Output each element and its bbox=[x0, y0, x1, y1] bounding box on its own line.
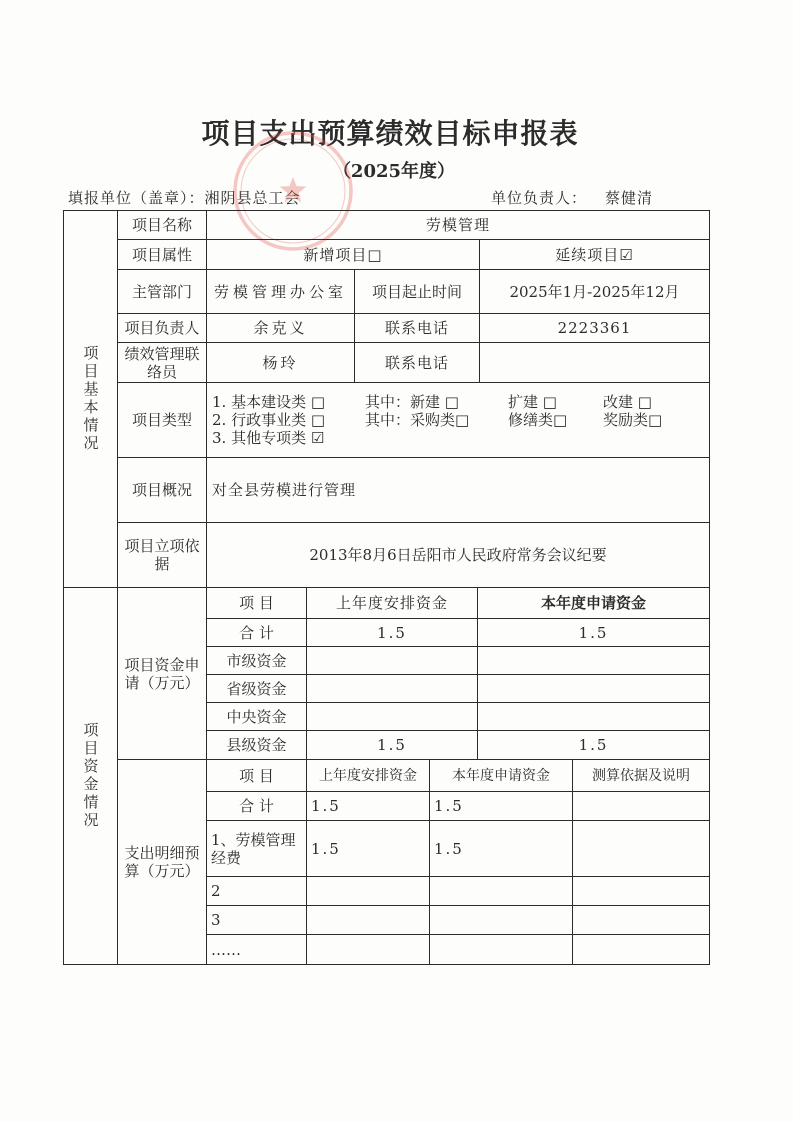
expenditure-header-item: 项 目 bbox=[207, 760, 307, 792]
expenditure-more-last-year bbox=[307, 935, 430, 965]
application-province-label: 省级资金 bbox=[207, 675, 307, 703]
liaison-label: 绩效管理联络员 bbox=[118, 343, 207, 383]
project-name-value: 劳模管理 bbox=[207, 211, 710, 240]
project-type-grid bbox=[212, 393, 703, 447]
application-total-last-year: 1.5 bbox=[307, 619, 478, 647]
application-central-label: 中央资金 bbox=[207, 703, 307, 731]
expenditure-header-basis: 测算依据及说明 bbox=[573, 760, 710, 792]
expenditure-label: 支出明细预算（万元） bbox=[118, 760, 207, 965]
expenditure-item-2-last-year bbox=[307, 877, 430, 906]
expenditure-item-2-this-year bbox=[430, 877, 573, 906]
project-leader-value: 余克义 bbox=[207, 314, 355, 343]
type-procurement: 其中：采购类□ bbox=[365, 411, 470, 429]
overview-label: 项目概况 bbox=[118, 458, 207, 523]
basic-info-grid bbox=[118, 211, 710, 588]
expenditure-total-last-year: 1.5 bbox=[307, 792, 430, 821]
section-funding-label: 项目资金情况 bbox=[81, 722, 100, 830]
application-central-this-year bbox=[478, 703, 710, 731]
department-label: 主管部门 bbox=[118, 270, 207, 314]
type-reward: 奖励类□ bbox=[603, 411, 663, 429]
type-administrative: 2. 行政事业类 □ bbox=[212, 411, 326, 429]
expenditure-header-this-year: 本年度申请资金 bbox=[430, 760, 573, 792]
expenditure-more-basis bbox=[573, 935, 710, 965]
type-repair: 修缮类□ bbox=[508, 411, 568, 429]
leader-phone-label: 联系电话 bbox=[355, 314, 480, 343]
filing-unit-label: 填报单位（盖章）： bbox=[68, 189, 205, 207]
leader-phone-value: 2223361 bbox=[480, 314, 710, 343]
expenditure-item-2-label: 2 bbox=[207, 877, 307, 906]
period-label: 项目起止时间 bbox=[355, 270, 480, 314]
liaison-phone-label: 联系电话 bbox=[355, 343, 480, 383]
application-city-this-year bbox=[478, 647, 710, 675]
expenditure-item-3-this-year bbox=[430, 906, 573, 935]
application-county-label: 县级资金 bbox=[207, 731, 307, 760]
project-attribute-label: 项目属性 bbox=[118, 240, 207, 270]
application-city-last-year bbox=[307, 647, 478, 675]
section-basic-info bbox=[64, 211, 118, 588]
type-capital-construction: 1. 基本建设类 □ bbox=[212, 393, 326, 411]
liaison-value: 杨玲 bbox=[207, 343, 355, 383]
attribute-new-checkbox: 新增项目□ bbox=[207, 240, 480, 270]
period-value: 2025年1月-2025年12月 bbox=[480, 270, 710, 314]
expenditure-item-1-this-year: 1.5 bbox=[430, 821, 573, 877]
expenditure-item-3-basis bbox=[573, 906, 710, 935]
type-other-special: 3. 其他专项类 ☑ bbox=[212, 429, 325, 447]
expenditure-item-3-last-year bbox=[307, 906, 430, 935]
seal-star-icon bbox=[280, 177, 307, 202]
project-type-label: 项目类型 bbox=[118, 383, 207, 458]
expenditure-item-3-label: 3 bbox=[207, 906, 307, 935]
type-new-build: 其中：新建 □ bbox=[365, 393, 459, 411]
funding-application-label: 项目资金申请（万元） bbox=[118, 588, 207, 760]
section-basic-info-label: 项目基本情况 bbox=[81, 345, 100, 453]
basis-label: 项目立项依据 bbox=[118, 523, 207, 588]
form-table bbox=[63, 210, 710, 965]
form-title: 项目支出预算绩效目标申报表 bbox=[201, 117, 579, 150]
expenditure-more-this-year bbox=[430, 935, 573, 965]
application-header-this-year: 本年度申请资金 bbox=[478, 588, 710, 619]
unit-leader-label: 单位负责人： bbox=[491, 189, 588, 207]
liaison-phone-value bbox=[480, 343, 710, 383]
application-central-last-year bbox=[307, 703, 478, 731]
application-total-label: 合 计 bbox=[207, 619, 307, 647]
expenditure-item-2-basis bbox=[573, 877, 710, 906]
project-name-label: 项目名称 bbox=[118, 211, 207, 240]
department-value: 劳模管理办公室 bbox=[207, 270, 355, 314]
funding-application-table bbox=[207, 588, 710, 760]
application-city-label: 市级资金 bbox=[207, 647, 307, 675]
expenditure-table bbox=[207, 760, 710, 965]
application-header-item: 项 目 bbox=[207, 588, 307, 619]
expenditure-header-last-year: 上年度安排资金 bbox=[307, 760, 430, 792]
project-type-options bbox=[207, 383, 710, 458]
expenditure-total-basis bbox=[573, 792, 710, 821]
form-year: （2025年度） bbox=[332, 161, 456, 182]
type-expansion: 扩建 □ bbox=[508, 393, 557, 411]
attribute-continuing-checkbox: 延续项目☑ bbox=[480, 240, 710, 270]
application-province-this-year bbox=[478, 675, 710, 703]
overview-value: 对全县劳模进行管理 bbox=[207, 458, 710, 523]
type-renovation: 改建 □ bbox=[603, 393, 652, 411]
expenditure-total-this-year: 1.5 bbox=[430, 792, 573, 821]
basis-value: 2013年8月6日岳阳市人民政府常务会议纪要 bbox=[207, 523, 710, 588]
application-total-this-year: 1.5 bbox=[478, 619, 710, 647]
application-county-this-year: 1.5 bbox=[478, 731, 710, 760]
filing-unit-value: 湘阴县总工会 bbox=[204, 189, 301, 207]
expenditure-more-label: …… bbox=[207, 935, 307, 965]
project-leader-label: 项目负责人 bbox=[118, 314, 207, 343]
expenditure-item-1-basis bbox=[573, 821, 710, 877]
application-province-last-year bbox=[307, 675, 478, 703]
expenditure-item-1-label: 1、劳模管理经费 bbox=[207, 821, 307, 877]
unit-leader-value: 蔡健清 bbox=[605, 189, 654, 207]
section-funding bbox=[64, 588, 118, 965]
application-county-last-year: 1.5 bbox=[307, 731, 478, 760]
application-header-last-year: 上年度安排资金 bbox=[307, 588, 478, 619]
expenditure-item-1-last-year: 1.5 bbox=[307, 821, 430, 877]
expenditure-total-label: 合 计 bbox=[207, 792, 307, 821]
